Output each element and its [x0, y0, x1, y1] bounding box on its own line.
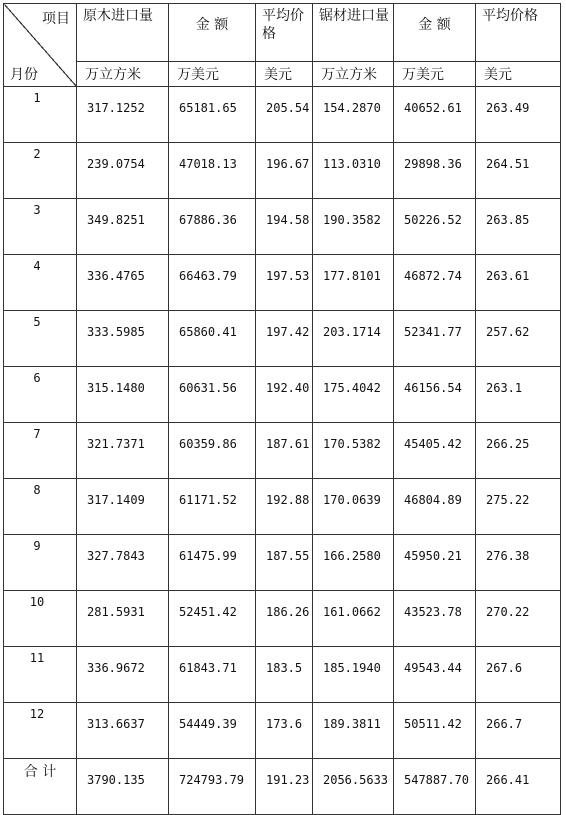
cell-log-amount: 52451.42: [169, 591, 256, 647]
unit-cell: 万立方米: [313, 62, 394, 87]
month-cell: 10: [4, 591, 77, 647]
cell-lumber-volume: 190.3582: [313, 199, 394, 255]
cell-log-price: 187.61: [256, 423, 313, 479]
cell-lumber-amount: 46872.74: [394, 255, 476, 311]
cell-log-price: 186.26: [256, 591, 313, 647]
cell-lumber-volume: 177.8101: [313, 255, 394, 311]
cell-log-volume: 336.9672: [77, 647, 169, 703]
table-row: [4, 423, 561, 479]
cell-lumber-amount: 49543.44: [394, 647, 476, 703]
cell-log-price: 173.6: [256, 703, 313, 759]
cell-log-price: 192.88: [256, 479, 313, 535]
cell-lumber-amount: 46156.54: [394, 367, 476, 423]
cell-lumber-amount: 45950.21: [394, 535, 476, 591]
cell-lumber-price: 270.22: [476, 591, 561, 647]
table-row: [4, 703, 561, 759]
cell-log-volume: 317.1252: [77, 87, 169, 143]
cell-lumber-amount: 46804.89: [394, 479, 476, 535]
cell-log-price: 197.42: [256, 311, 313, 367]
cell-lumber-price: 263.85: [476, 199, 561, 255]
cell-log-volume: 321.7371: [77, 423, 169, 479]
table-row: [4, 143, 561, 199]
cell-log-amount: 67886.36: [169, 199, 256, 255]
col-lumber-price: 平均价格: [476, 4, 561, 62]
cell-lumber-price: 263.1: [476, 367, 561, 423]
units-row: [4, 62, 561, 87]
corner-month-label: 月份: [10, 67, 38, 83]
cell-log-volume: 313.6637: [77, 703, 169, 759]
cell-lumber-volume: 161.0662: [313, 591, 394, 647]
cell-lumber-amount: 40652.61: [394, 87, 476, 143]
month-cell: 4: [4, 255, 77, 311]
unit-cell: 万立方米: [77, 62, 169, 87]
cell-log-amount: 60359.86: [169, 423, 256, 479]
cell-log-price: 187.55: [256, 535, 313, 591]
cell-lumber-price: 257.62: [476, 311, 561, 367]
cell-log-volume: 349.8251: [77, 199, 169, 255]
table-row: [4, 311, 561, 367]
month-cell: 6: [4, 367, 77, 423]
unit-cell: 万美元: [169, 62, 256, 87]
table-row: [4, 255, 561, 311]
cell-log-amount: 65860.41: [169, 311, 256, 367]
cell-log-price: 197.53: [256, 255, 313, 311]
total-log-amount: 724793.79: [169, 759, 256, 815]
corner-item-label: 项目: [42, 11, 70, 27]
cell-log-volume: 327.7843: [77, 535, 169, 591]
cell-lumber-volume: 175.4042: [313, 367, 394, 423]
cell-lumber-amount: 52341.77: [394, 311, 476, 367]
cell-lumber-amount: 45405.42: [394, 423, 476, 479]
col-lumber-amount: 金 额: [394, 4, 476, 62]
corner-cell: [4, 4, 77, 87]
cell-log-volume: 281.5931: [77, 591, 169, 647]
cell-lumber-price: 266.7: [476, 703, 561, 759]
total-log-price: 191.23: [256, 759, 313, 815]
table-row: [4, 87, 561, 143]
cell-log-price: 205.54: [256, 87, 313, 143]
table-body: [4, 4, 561, 815]
cell-log-amount: 65181.65: [169, 87, 256, 143]
table-row: [4, 535, 561, 591]
cell-lumber-volume: 185.1940: [313, 647, 394, 703]
cell-lumber-amount: 50226.52: [394, 199, 476, 255]
header-row: [4, 4, 561, 62]
cell-log-volume: 333.5985: [77, 311, 169, 367]
cell-lumber-volume: 170.0639: [313, 479, 394, 535]
month-cell: 7: [4, 423, 77, 479]
col-log-amount: 金 额: [169, 4, 256, 62]
total-lumber-price: 266.41: [476, 759, 561, 815]
month-cell: 2: [4, 143, 77, 199]
cell-lumber-price: 276.38: [476, 535, 561, 591]
cell-lumber-volume: 113.0310: [313, 143, 394, 199]
cell-lumber-amount: 43523.78: [394, 591, 476, 647]
cell-lumber-price: 267.6: [476, 647, 561, 703]
month-cell: 8: [4, 479, 77, 535]
col-log-volume: 原木进口量: [77, 4, 169, 62]
cell-log-amount: 54449.39: [169, 703, 256, 759]
cell-log-volume: 315.1480: [77, 367, 169, 423]
total-log-volume: 3790.135: [77, 759, 169, 815]
cell-log-amount: 47018.13: [169, 143, 256, 199]
cell-lumber-price: 275.22: [476, 479, 561, 535]
cell-log-volume: 317.1409: [77, 479, 169, 535]
unit-cell: 万美元: [394, 62, 476, 87]
cell-lumber-price: 266.25: [476, 423, 561, 479]
cell-lumber-amount: 50511.42: [394, 703, 476, 759]
unit-cell: 美元: [256, 62, 313, 87]
month-cell: 5: [4, 311, 77, 367]
month-cell: 1: [4, 87, 77, 143]
total-lumber-volume: 2056.5633: [313, 759, 394, 815]
total-row: [4, 759, 561, 815]
cell-log-price: 192.40: [256, 367, 313, 423]
table-row: [4, 479, 561, 535]
cell-log-volume: 239.0754: [77, 143, 169, 199]
cell-log-price: 194.58: [256, 199, 313, 255]
month-cell: 9: [4, 535, 77, 591]
cell-lumber-volume: 154.2870: [313, 87, 394, 143]
cell-log-amount: 61475.99: [169, 535, 256, 591]
table-row: [4, 199, 561, 255]
total-label: 合 计: [4, 759, 77, 815]
cell-log-amount: 61843.71: [169, 647, 256, 703]
cell-lumber-price: 263.61: [476, 255, 561, 311]
cell-lumber-price: 264.51: [476, 143, 561, 199]
cell-log-amount: 61171.52: [169, 479, 256, 535]
table-row: [4, 367, 561, 423]
month-cell: 3: [4, 199, 77, 255]
import-table: [3, 3, 561, 815]
cell-log-amount: 66463.79: [169, 255, 256, 311]
total-lumber-amount: 547887.70: [394, 759, 476, 815]
cell-lumber-volume: 189.3811: [313, 703, 394, 759]
cell-log-amount: 60631.56: [169, 367, 256, 423]
cell-lumber-volume: 170.5382: [313, 423, 394, 479]
cell-log-volume: 336.4765: [77, 255, 169, 311]
cell-lumber-volume: 203.1714: [313, 311, 394, 367]
col-log-price: 平均价格: [256, 4, 313, 62]
table-row: [4, 591, 561, 647]
cell-log-price: 196.67: [256, 143, 313, 199]
col-lumber-volume: 锯材进口量: [313, 4, 394, 62]
cell-log-price: 183.5: [256, 647, 313, 703]
month-cell: 12: [4, 703, 77, 759]
month-cell: 11: [4, 647, 77, 703]
cell-lumber-volume: 166.2580: [313, 535, 394, 591]
unit-cell: 美元: [476, 62, 561, 87]
table-row: [4, 647, 561, 703]
cell-lumber-amount: 29898.36: [394, 143, 476, 199]
cell-lumber-price: 263.49: [476, 87, 561, 143]
